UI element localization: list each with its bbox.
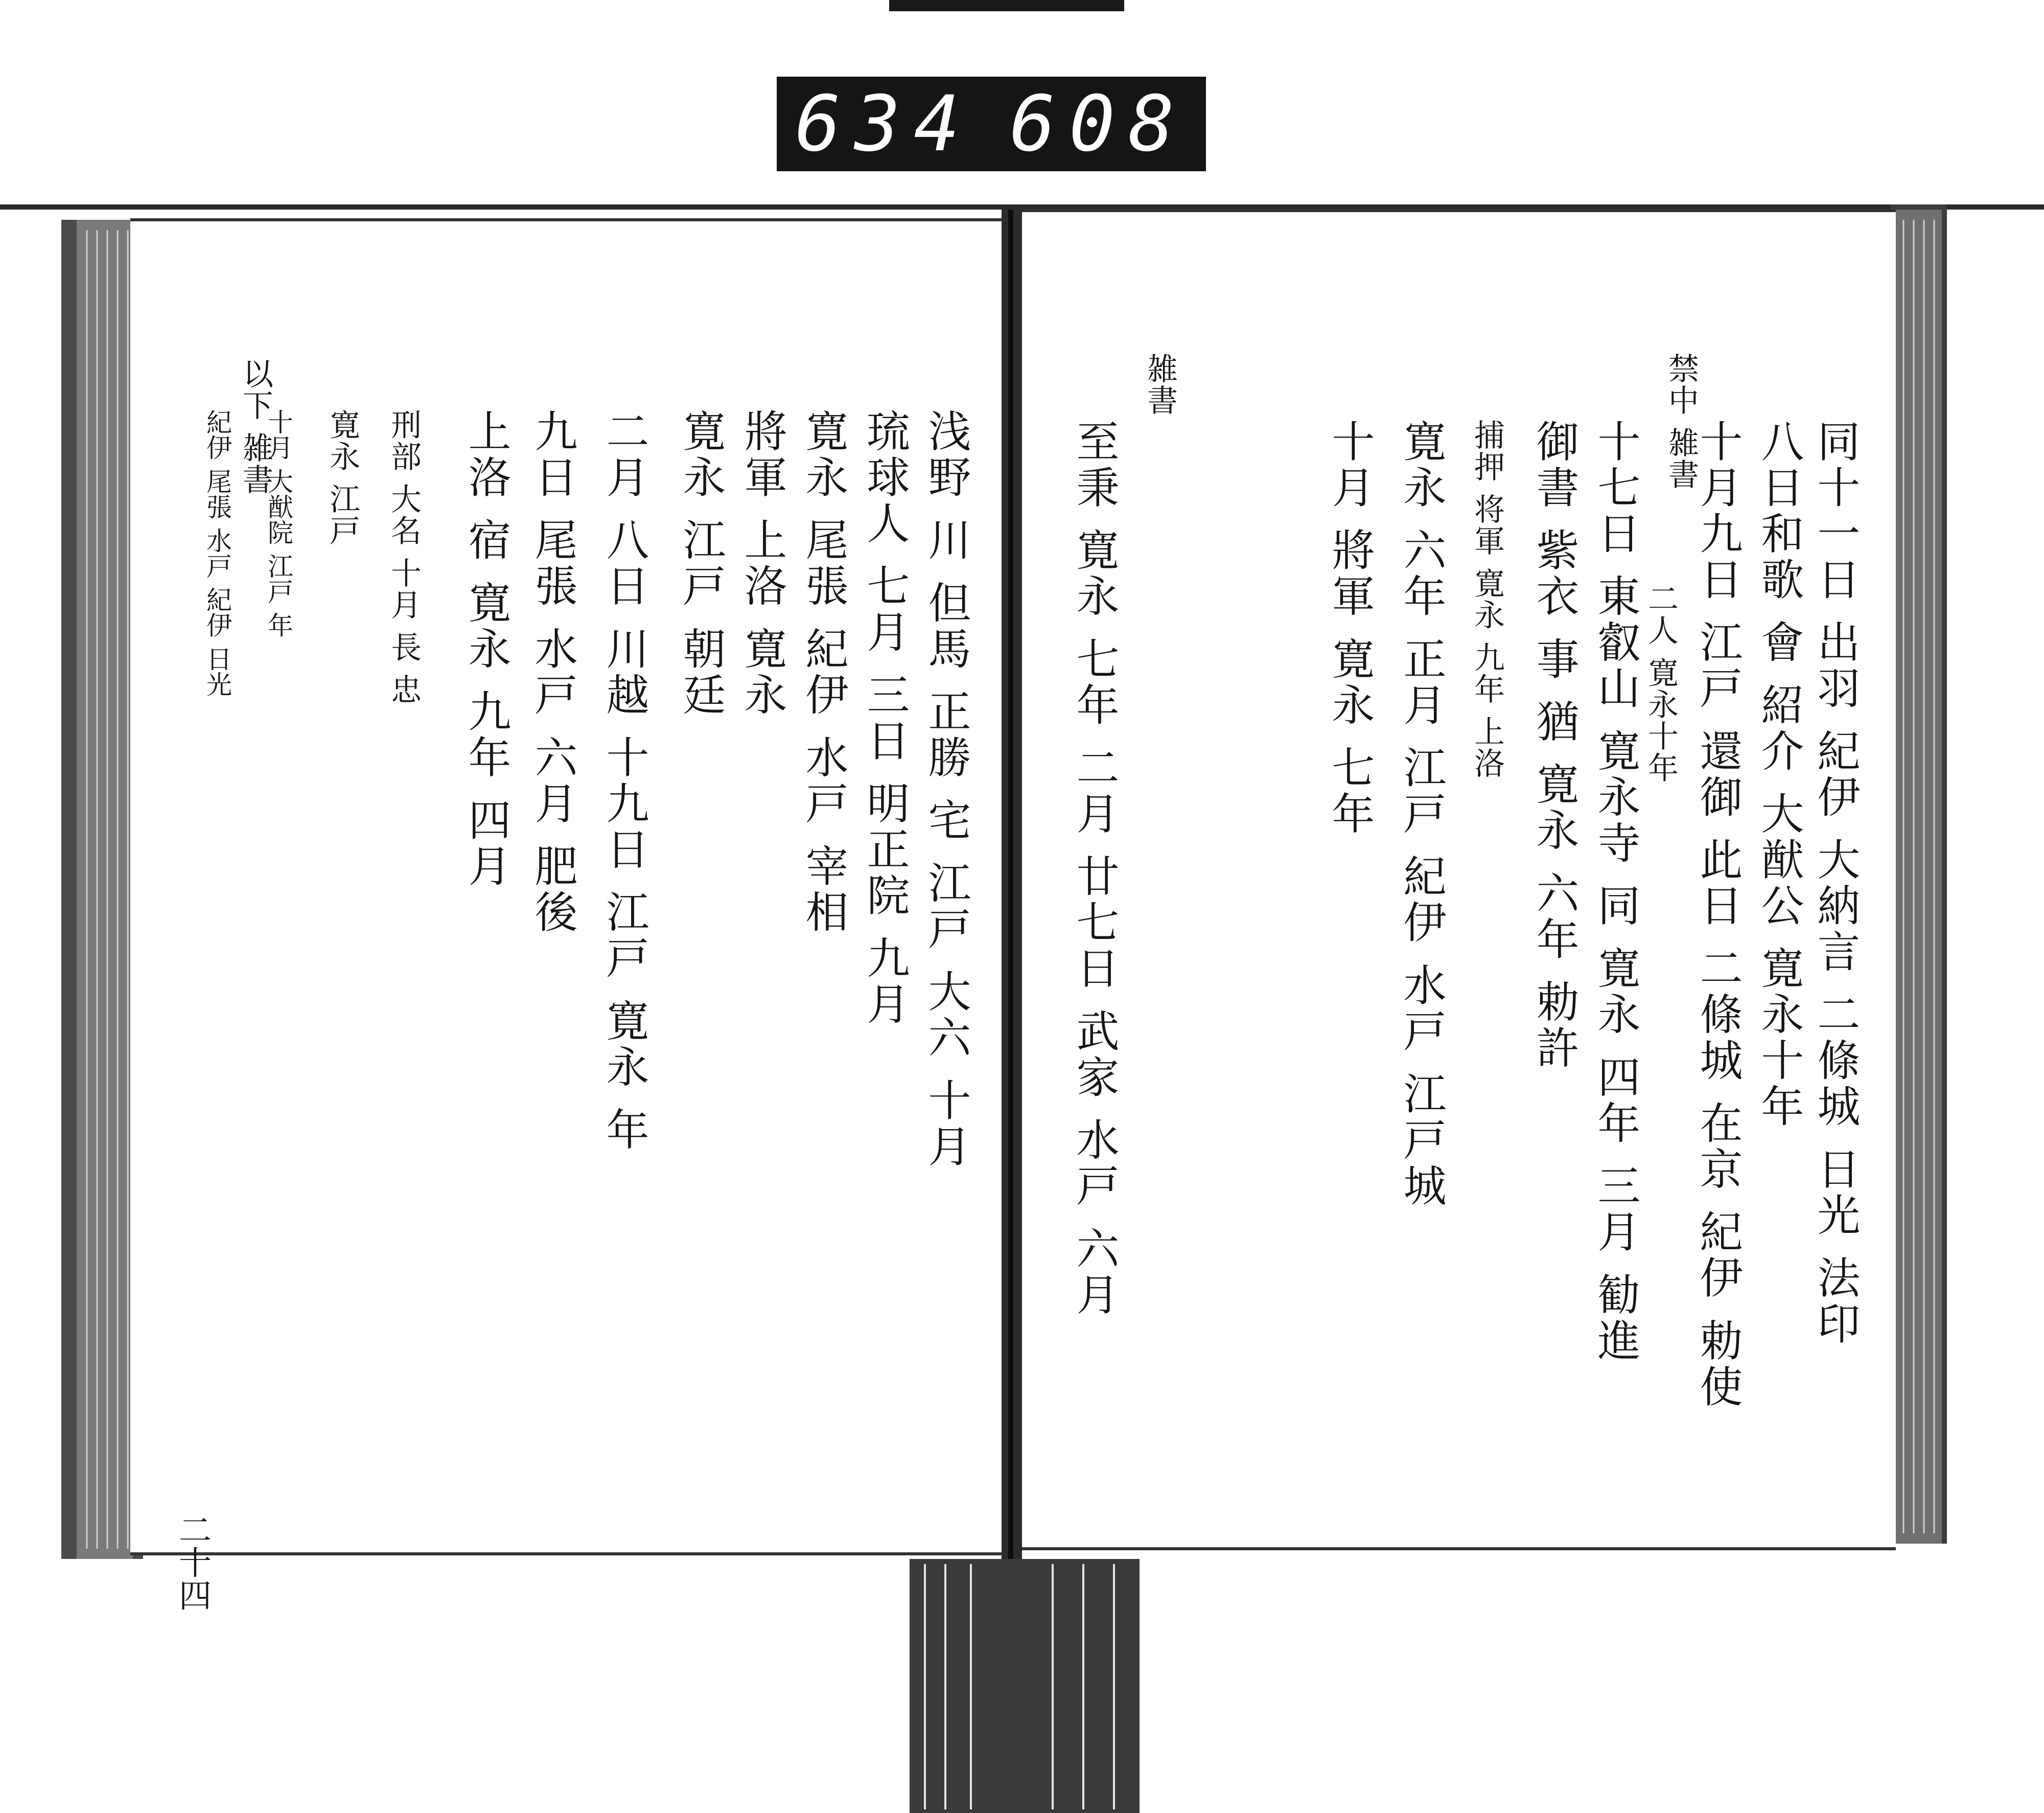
left-column-6: 二月 八日 川越 十九日 江戸 寛永 年: [599, 409, 649, 1154]
spine-shadow-bottom: [910, 1559, 1140, 1813]
frame-number-right: 608: [1009, 79, 1188, 169]
page-edge-left: [77, 220, 133, 1559]
left-column-3: 寛永 尾張 紀伊 水戸 宰相: [799, 409, 849, 936]
left-column-12: 紀伊 尾張 水戸 紀伊 日光: [202, 409, 232, 697]
frame-number: [777, 77, 1206, 171]
left-column-4: 將軍 上洛 寛永: [737, 409, 787, 719]
right-column-3: 十月九日 江戸 還御 此日 二條城 在京 紀伊 勅使: [1693, 419, 1743, 1410]
left-column-8: 上洛 宿 寛永 九年 四月: [461, 409, 512, 890]
left-column-5: 寛永 江戸 朝廷: [676, 409, 726, 719]
left-column-1: 浅野 川 但馬 正勝 宅 江戸 大六 十月: [921, 409, 971, 1170]
left-headnote: 以下 雑書: [238, 358, 273, 496]
right-headnote-2: 雑書: [1142, 353, 1178, 416]
left-column-2: 琉球人 七月 三日 明正院 九月: [860, 409, 910, 1028]
right-column-9: 十月 將軍 寛永 七年: [1325, 419, 1375, 838]
left-column-9: 刑部 大名 十月 長 忠: [386, 409, 422, 706]
right-headnote-1: 禁中 雑書: [1663, 353, 1699, 491]
page-number: 二十四: [173, 1513, 211, 1611]
right-column-7: 捕押 将軍 寛永 九年 上洛: [1469, 419, 1505, 779]
right-column-10: 至秉 寛永 七年 二月 廿七日 武家 水戸 六月: [1070, 419, 1120, 1318]
right-column-2: 八日和歌 會 紹介 大猷公 寛永十年: [1754, 419, 1804, 1130]
frame-number-left: 634: [795, 79, 973, 169]
left-column-10: 寛永 江戸: [324, 409, 360, 547]
right-column-5: 十七日 東叡山 寛永寺 同 寛永 四年 三月 勧進: [1591, 419, 1641, 1364]
left-column-11: 十月 大猷院 江戸 年: [264, 409, 293, 638]
film-strip-top-shadow: [889, 0, 1124, 11]
right-column-1: 同十一日 出羽 紀伊 大納言 二條城 日光 法印: [1810, 419, 1861, 1348]
left-column-7: 九日 尾張 水戸 六月 肥後: [528, 409, 578, 936]
right-column-4: 二人 寛永十年: [1643, 583, 1679, 784]
right-column-6: 御書 紫衣 事 猶 寛永 六年 勅許: [1529, 419, 1580, 1072]
right-column-8: 寛永 六年 正月 江戸 紀伊 水戸 江戸城: [1397, 419, 1447, 1210]
